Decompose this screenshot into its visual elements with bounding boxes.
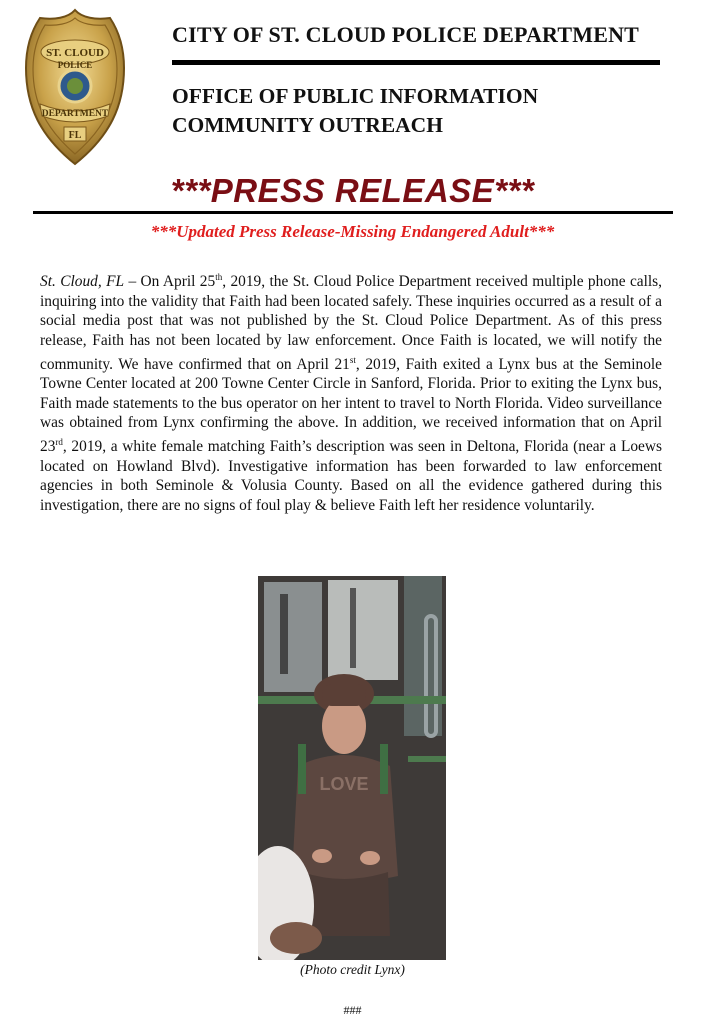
police-badge bbox=[22, 6, 128, 168]
body-text-2: , 2019, Faith exited a Lynx bus at the Seminole Towne Center located at 200 Towne Center Circle in Sanford, Florida. Prior to exiting the Lynx bus, Faith made statements to the bus operator on her intent to travel to North Florida. Video surveillance was obtained from Lynx confirming the above. In addition, we received information that on April 23 bbox=[40, 355, 662, 456]
body-text-1b: , 2019, the St. Cloud Police Department received multiple phone calls, inquiring into the validity that Faith had been located safely. These inquiries occurred as a result of a social media post that was not published by the St. Cloud Police Department. As of this press release, Faith has not been located by law enforcement. Once Faith is located, we will notify the community. We have confirmed that on April 21 bbox=[40, 273, 662, 373]
badge-text-police: POLICE bbox=[57, 60, 93, 70]
badge-text-department: DEPARTMENT bbox=[41, 109, 109, 119]
ordinal-suffix: st bbox=[349, 354, 356, 365]
updated-subtitle: ***Updated Press Release-Missing Endangered Adult*** bbox=[150, 222, 555, 241]
shirt-text: LOVE bbox=[319, 774, 369, 794]
body-paragraph bbox=[40, 268, 662, 516]
body-text-1a: – On April 25 bbox=[124, 273, 216, 291]
photo-caption: (Photo credit Lynx) bbox=[300, 962, 405, 977]
office-line-1: OFFICE OF PUBLIC INFORMATION bbox=[172, 84, 539, 108]
badge-text-top: ST. CLOUD bbox=[46, 47, 104, 59]
press-release-title: ***PRESS RELEASE*** bbox=[170, 172, 535, 209]
department-heading: CITY OF ST. CLOUD POLICE DEPARTMENT bbox=[172, 22, 640, 47]
office-line-2: COMMUNITY OUTREACH bbox=[172, 113, 443, 137]
office-heading bbox=[172, 82, 538, 140]
body-text-3: , 2019, a white female matching Faith’s description was seen in Deltona, Florida (near a Loews located on Howland Blvd). Investigative information has been forwarded to law enforcement agencies in both Seminole & Volusia County. Based on all the evidence gathered during this investigation, there are no signs of foul play & believe Faith left her residence voluntarily. bbox=[40, 438, 662, 514]
end-mark: ### bbox=[343, 1003, 362, 1017]
ordinal-suffix: rd bbox=[55, 437, 63, 447]
title-rule bbox=[33, 211, 673, 214]
ordinal-suffix: th bbox=[215, 272, 223, 282]
press-release-body bbox=[40, 268, 662, 516]
header-rule bbox=[172, 60, 660, 65]
dateline: St. Cloud, FL bbox=[40, 273, 125, 291]
surveillance-photo bbox=[258, 576, 446, 960]
badge-text-state: FL bbox=[68, 130, 82, 141]
